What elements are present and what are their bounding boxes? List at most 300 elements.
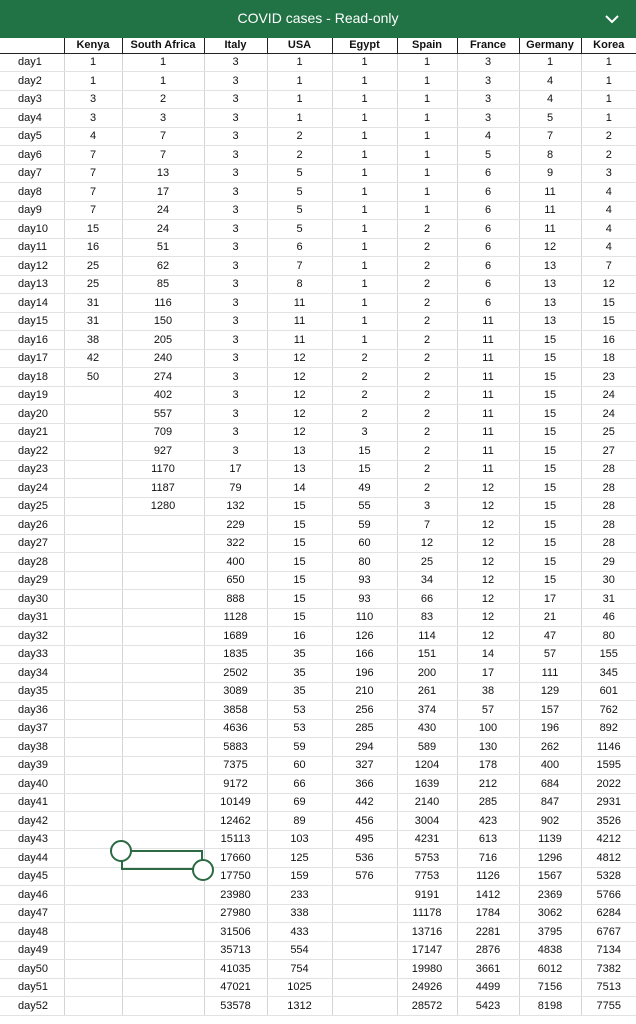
cell[interactable]: 7382 [581,960,636,979]
cell[interactable] [64,867,122,886]
cell[interactable]: 12 [267,349,332,368]
cell[interactable]: 2022 [581,775,636,794]
cell[interactable]: 8198 [519,997,581,1016]
cell[interactable] [122,830,204,849]
cell[interactable]: 116 [122,294,204,313]
row-label[interactable]: day40 [0,775,64,794]
cell[interactable]: 3 [457,53,519,72]
cell[interactable]: 1025 [267,978,332,997]
cell[interactable]: 1 [332,164,397,183]
cell[interactable]: 1 [397,90,457,109]
cell[interactable] [64,423,122,442]
cell[interactable]: 601 [581,682,636,701]
cell[interactable]: 3 [64,90,122,109]
cell[interactable]: 1 [332,183,397,202]
cell[interactable] [64,571,122,590]
column-header[interactable]: Korea [581,38,636,53]
cell[interactable]: 2369 [519,886,581,905]
cell[interactable]: 554 [267,941,332,960]
cell[interactable]: 6 [457,294,519,313]
cell[interactable]: 24 [122,220,204,239]
cell[interactable]: 13 [267,460,332,479]
cell[interactable]: 229 [204,516,267,535]
cell[interactable]: 456 [332,812,397,831]
cell[interactable]: 200 [397,664,457,683]
cell[interactable]: 3 [457,109,519,128]
cell[interactable]: 47021 [204,978,267,997]
cell[interactable]: 166 [332,645,397,664]
cell[interactable]: 4499 [457,978,519,997]
row-label[interactable]: day39 [0,756,64,775]
row-label[interactable]: day36 [0,701,64,720]
cell[interactable]: 3 [204,183,267,202]
cell[interactable]: 2 [397,220,457,239]
cell[interactable]: 100 [457,719,519,738]
cell[interactable]: 5 [267,183,332,202]
column-header[interactable]: Italy [204,38,267,53]
cell[interactable] [64,941,122,960]
cell[interactable]: 129 [519,682,581,701]
cell[interactable] [64,923,122,942]
cell[interactable] [332,978,397,997]
cell[interactable]: 7755 [581,997,636,1016]
cell[interactable]: 15 [519,331,581,350]
cell[interactable]: 3 [204,146,267,165]
cell[interactable]: 7 [267,257,332,276]
row-label[interactable]: day24 [0,479,64,498]
cell[interactable]: 13 [122,164,204,183]
cell[interactable]: 7375 [204,756,267,775]
cell[interactable]: 12 [581,275,636,294]
column-header[interactable]: France [457,38,519,53]
cell[interactable]: 322 [204,534,267,553]
cell[interactable]: 12 [267,386,332,405]
cell[interactable] [64,534,122,553]
cell[interactable]: 5423 [457,997,519,1016]
cell[interactable] [332,960,397,979]
cell[interactable]: 150 [122,312,204,331]
cell[interactable]: 10149 [204,793,267,812]
cell[interactable]: 9172 [204,775,267,794]
cell[interactable]: 7 [397,516,457,535]
cell[interactable]: 2 [397,405,457,424]
cell[interactable]: 1 [332,331,397,350]
chevron-down-icon[interactable] [602,9,622,29]
cell[interactable] [64,553,122,572]
cell[interactable]: 1 [397,109,457,128]
cell[interactable]: 1 [267,53,332,72]
cell[interactable]: 5 [519,109,581,128]
cell[interactable]: 15 [581,312,636,331]
row-label[interactable]: day48 [0,923,64,942]
row-label[interactable]: day46 [0,886,64,905]
cell[interactable]: 28 [581,479,636,498]
cell[interactable]: 11 [519,183,581,202]
cell[interactable] [64,516,122,535]
cell[interactable]: 11178 [397,904,457,923]
cell[interactable]: 15 [267,516,332,535]
cell[interactable]: 3004 [397,812,457,831]
cell[interactable]: 285 [332,719,397,738]
cell[interactable]: 31 [64,312,122,331]
cell[interactable]: 15 [519,349,581,368]
cell[interactable]: 1 [397,183,457,202]
row-label[interactable]: day10 [0,220,64,239]
row-label[interactable]: day23 [0,460,64,479]
cell[interactable]: 79 [204,479,267,498]
row-label[interactable]: day15 [0,312,64,331]
cell[interactable]: 7 [519,127,581,146]
cell[interactable]: 2 [397,294,457,313]
cell[interactable]: 12 [397,534,457,553]
cell[interactable]: 15 [519,386,581,405]
cell[interactable] [122,571,204,590]
cell[interactable]: 49 [332,479,397,498]
cell[interactable]: 15 [332,460,397,479]
cell[interactable]: 15 [267,553,332,572]
cell[interactable] [64,756,122,775]
cell[interactable]: 15 [519,368,581,387]
cell[interactable]: 46 [581,608,636,627]
row-label[interactable]: day6 [0,146,64,165]
cell[interactable]: 16 [581,331,636,350]
cell[interactable]: 53 [267,719,332,738]
cell[interactable] [122,886,204,905]
cell[interactable]: 16 [64,238,122,257]
column-header[interactable]: Egypt [332,38,397,53]
cell[interactable]: 3661 [457,960,519,979]
cell[interactable]: 38 [457,682,519,701]
cell[interactable]: 5 [457,146,519,165]
cell[interactable]: 15 [267,590,332,609]
cell[interactable]: 233 [267,886,332,905]
cell[interactable]: 3 [581,164,636,183]
cell[interactable]: 3 [204,368,267,387]
cell[interactable]: 15 [519,423,581,442]
cell[interactable]: 2140 [397,793,457,812]
row-label[interactable]: day17 [0,349,64,368]
cell[interactable]: 4 [581,201,636,220]
cell[interactable]: 1 [332,312,397,331]
cell[interactable]: 34 [397,571,457,590]
cell[interactable]: 12 [457,608,519,627]
cell[interactable]: 29 [581,553,636,572]
cell[interactable]: 2 [397,349,457,368]
cell[interactable]: 28572 [397,997,457,1016]
cell[interactable]: 31 [581,590,636,609]
row-label[interactable]: day33 [0,645,64,664]
cell[interactable]: 60 [267,756,332,775]
row-label[interactable]: day19 [0,386,64,405]
cell[interactable] [122,997,204,1016]
cell[interactable]: 14 [457,645,519,664]
cell[interactable]: 30 [581,571,636,590]
cell[interactable]: 59 [332,516,397,535]
cell[interactable]: 2 [397,312,457,331]
cell[interactable] [64,886,122,905]
cell[interactable]: 3 [204,405,267,424]
cell[interactable]: 210 [332,682,397,701]
cell[interactable]: 89 [267,812,332,831]
row-label[interactable]: day41 [0,793,64,812]
cell[interactable]: 589 [397,738,457,757]
cell[interactable]: 256 [332,701,397,720]
cell[interactable]: 3 [204,238,267,257]
cell[interactable] [64,997,122,1016]
cell[interactable]: 6 [457,201,519,220]
cell[interactable]: 114 [397,627,457,646]
cell[interactable]: 430 [397,719,457,738]
cell[interactable]: 60 [332,534,397,553]
cell[interactable]: 1139 [519,830,581,849]
cell[interactable]: 400 [519,756,581,775]
cell[interactable] [64,682,122,701]
cell[interactable]: 4838 [519,941,581,960]
cell[interactable]: 888 [204,590,267,609]
cell[interactable]: 12462 [204,812,267,831]
cell[interactable]: 495 [332,830,397,849]
cell[interactable]: 1689 [204,627,267,646]
cell[interactable]: 5 [267,164,332,183]
cell[interactable]: 1 [332,127,397,146]
cell[interactable]: 9 [519,164,581,183]
cell[interactable] [64,978,122,997]
cell[interactable]: 2 [267,146,332,165]
cell[interactable] [64,904,122,923]
cell[interactable]: 15 [519,497,581,516]
cell[interactable]: 50 [64,368,122,387]
cell[interactable]: 3 [204,294,267,313]
cell[interactable]: 15 [64,220,122,239]
cell[interactable]: 24 [581,405,636,424]
row-label[interactable]: day7 [0,164,64,183]
cell[interactable]: 3 [457,90,519,109]
cell[interactable]: 196 [332,664,397,683]
cell[interactable]: 28 [581,516,636,535]
cell[interactable]: 24 [122,201,204,220]
cell[interactable] [64,719,122,738]
cell[interactable] [122,701,204,720]
cell[interactable] [64,386,122,405]
cell[interactable]: 5766 [581,886,636,905]
cell[interactable]: 2502 [204,664,267,683]
cell[interactable]: 93 [332,590,397,609]
row-label[interactable]: day18 [0,368,64,387]
row-label[interactable]: day13 [0,275,64,294]
cell[interactable] [122,553,204,572]
cell[interactable]: 11 [457,405,519,424]
cell[interactable]: 2 [397,479,457,498]
cell[interactable]: 8 [267,275,332,294]
cell[interactable]: 132 [204,497,267,516]
cell[interactable]: 1 [332,220,397,239]
row-label[interactable]: day3 [0,90,64,109]
column-header[interactable]: South Africa [122,38,204,53]
cell[interactable]: 178 [457,756,519,775]
cell[interactable]: 57 [519,645,581,664]
cell[interactable]: 15113 [204,830,267,849]
cell[interactable]: 4 [519,72,581,91]
cell[interactable] [122,627,204,646]
row-label[interactable]: day47 [0,904,64,923]
cell[interactable]: 53 [267,701,332,720]
cell[interactable]: 1 [581,72,636,91]
cell[interactable]: 17 [122,183,204,202]
cell[interactable]: 423 [457,812,519,831]
cell[interactable]: 345 [581,664,636,683]
cell[interactable] [122,645,204,664]
row-label[interactable]: day14 [0,294,64,313]
cell[interactable] [64,738,122,757]
cell[interactable]: 7 [122,146,204,165]
cell[interactable]: 1187 [122,479,204,498]
cell[interactable]: 47 [519,627,581,646]
cell[interactable]: 2876 [457,941,519,960]
cell[interactable] [64,497,122,516]
cell[interactable]: 24 [581,386,636,405]
cell[interactable]: 3 [204,312,267,331]
cell[interactable] [64,608,122,627]
row-label[interactable]: day12 [0,257,64,276]
selection-handle-end[interactable] [192,859,214,881]
cell[interactable]: 17 [457,664,519,683]
cell[interactable] [122,516,204,535]
cell[interactable]: 12 [457,516,519,535]
cell[interactable]: 3 [204,220,267,239]
cell[interactable]: 1 [267,72,332,91]
cell[interactable]: 1170 [122,460,204,479]
row-label[interactable]: day2 [0,72,64,91]
cell[interactable] [122,812,204,831]
cell[interactable]: 1412 [457,886,519,905]
cell[interactable]: 5 [267,201,332,220]
cell[interactable]: 9191 [397,886,457,905]
cell[interactable]: 80 [332,553,397,572]
cell[interactable]: 1 [332,257,397,276]
cell[interactable] [64,645,122,664]
cell[interactable] [122,978,204,997]
cell[interactable]: 11 [457,460,519,479]
cell[interactable] [332,886,397,905]
cell[interactable]: 1128 [204,608,267,627]
cell[interactable]: 12 [457,590,519,609]
cell[interactable]: 3 [204,127,267,146]
cell[interactable]: 3 [122,109,204,128]
cell[interactable]: 902 [519,812,581,831]
cell[interactable]: 17 [204,460,267,479]
row-label[interactable]: day11 [0,238,64,257]
cell[interactable]: 13 [267,442,332,461]
cell[interactable]: 23980 [204,886,267,905]
row-label[interactable]: day29 [0,571,64,590]
cell[interactable]: 25 [581,423,636,442]
cell[interactable]: 240 [122,349,204,368]
cell[interactable]: 2 [397,423,457,442]
cell[interactable]: 11 [519,220,581,239]
cell[interactable]: 892 [581,719,636,738]
cell[interactable] [122,534,204,553]
cell[interactable]: 53578 [204,997,267,1016]
cell[interactable]: 42 [64,349,122,368]
cell[interactable]: 1639 [397,775,457,794]
cell[interactable]: 1 [397,201,457,220]
row-label[interactable]: day32 [0,627,64,646]
cell[interactable]: 2 [397,257,457,276]
cell[interactable]: 3526 [581,812,636,831]
cell[interactable]: 17750 [204,867,267,886]
cell[interactable]: 11 [519,201,581,220]
cell[interactable]: 80 [581,627,636,646]
cell[interactable]: 3 [204,331,267,350]
cell[interactable]: 11 [457,386,519,405]
cell[interactable]: 12 [457,627,519,646]
cell[interactable]: 2 [397,275,457,294]
cell[interactable]: 1595 [581,756,636,775]
cell[interactable]: 285 [457,793,519,812]
cell[interactable]: 3 [204,275,267,294]
cell[interactable]: 7134 [581,941,636,960]
cell[interactable]: 18 [581,349,636,368]
row-label[interactable]: day49 [0,941,64,960]
cell[interactable]: 15 [267,608,332,627]
cell[interactable]: 25 [64,257,122,276]
cell[interactable]: 1126 [457,867,519,886]
cell[interactable]: 8 [519,146,581,165]
cell[interactable]: 1280 [122,497,204,516]
cell[interactable]: 7 [64,201,122,220]
cell[interactable]: 2 [332,349,397,368]
cell[interactable]: 12 [267,368,332,387]
cell[interactable]: 15 [519,479,581,498]
cell[interactable]: 1 [581,90,636,109]
cell[interactable]: 111 [519,664,581,683]
cell[interactable]: 28 [581,497,636,516]
cell[interactable]: 27980 [204,904,267,923]
cell[interactable]: 15 [519,442,581,461]
cell[interactable]: 1 [581,53,636,72]
cell[interactable]: 11 [267,331,332,350]
row-label[interactable]: day42 [0,812,64,831]
cell[interactable]: 126 [332,627,397,646]
cell[interactable]: 576 [332,867,397,886]
cell[interactable]: 4212 [581,830,636,849]
cell[interactable]: 125 [267,849,332,868]
cell[interactable]: 4 [457,127,519,146]
cell[interactable]: 4812 [581,849,636,868]
cell[interactable]: 2 [581,146,636,165]
cell[interactable]: 17660 [204,849,267,868]
cell[interactable]: 205 [122,331,204,350]
cell[interactable]: 12 [457,553,519,572]
cell[interactable]: 12 [519,238,581,257]
cell[interactable]: 2 [397,442,457,461]
cell[interactable]: 1 [332,238,397,257]
cell[interactable]: 2 [267,127,332,146]
column-header[interactable]: Spain [397,38,457,53]
row-label[interactable]: day1 [0,53,64,72]
cell[interactable]: 1 [397,146,457,165]
cell[interactable]: 2 [397,460,457,479]
row-label[interactable]: day45 [0,867,64,886]
cell[interactable]: 25 [64,275,122,294]
cell[interactable] [332,904,397,923]
cell[interactable] [64,775,122,794]
cell[interactable] [64,460,122,479]
cell[interactable]: 155 [581,645,636,664]
cell[interactable]: 12 [267,423,332,442]
cell[interactable]: 433 [267,923,332,942]
cell[interactable]: 6 [457,238,519,257]
